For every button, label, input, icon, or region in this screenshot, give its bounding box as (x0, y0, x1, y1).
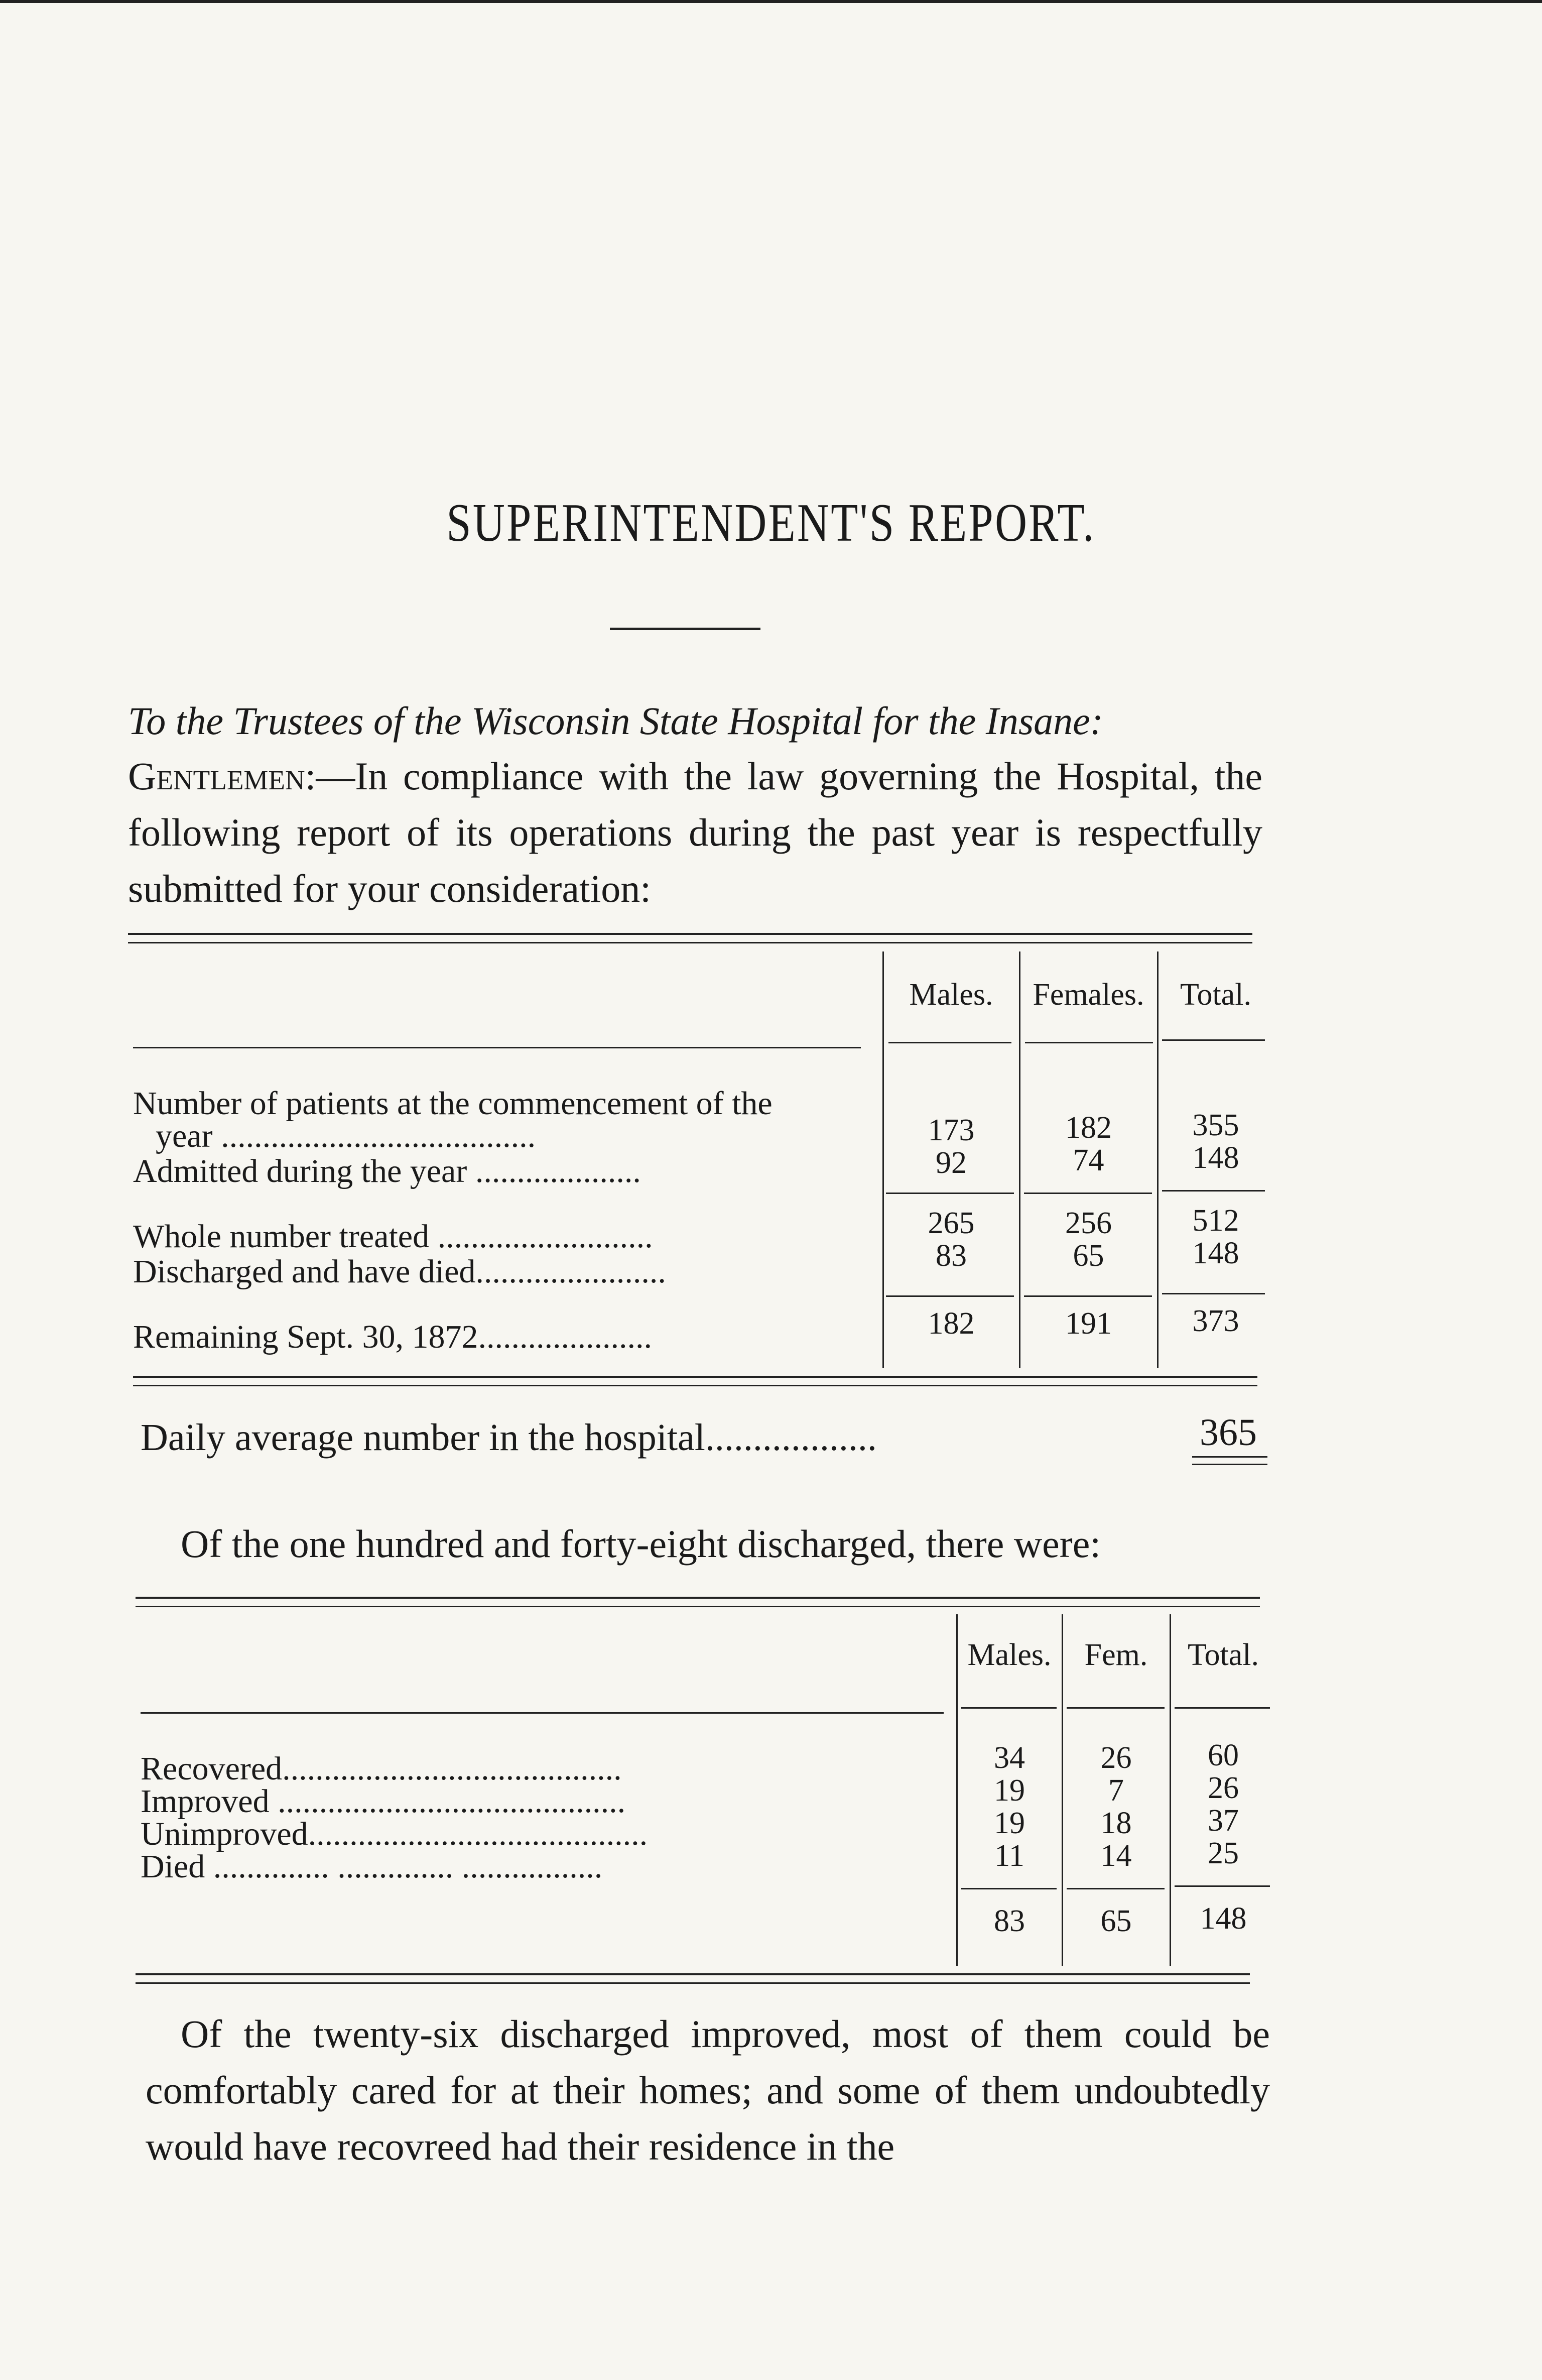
table1-total-rule (1162, 1293, 1265, 1294)
table-row-label: Died .............. .............. ................. (141, 1848, 603, 1885)
table-row-label: Improved .......................................... (141, 1783, 626, 1820)
table-cell: 173 (928, 1113, 975, 1147)
table2-top-rule (136, 1597, 1260, 1599)
table-row-label: Number of patients at the commencement of the (133, 1085, 773, 1122)
table-row-label: Whole number treated .......................... (133, 1218, 653, 1255)
table2-bottom-rule (136, 1973, 1250, 1975)
salutation: To the Trustees of the Wisconsin State Hospital for the Insane: (128, 699, 1103, 743)
table2-header-rule (1067, 1707, 1165, 1709)
table-cell: 14 (1100, 1839, 1132, 1873)
table-cell: 34 (994, 1741, 1025, 1775)
table-total-cell: 83 (994, 1904, 1025, 1938)
table-cell: 256 (1065, 1206, 1112, 1240)
table-total-cell: 65 (1100, 1904, 1132, 1938)
table-total-cell: 148 (1200, 1901, 1247, 1936)
table-cell: 182 (1065, 1111, 1112, 1145)
table-cell: 355 (1192, 1108, 1239, 1142)
table2-total-rule (1067, 1888, 1165, 1889)
table1-subtotal-rule (886, 1193, 1014, 1194)
table-row-label: Recovered......................................... (141, 1750, 622, 1787)
table2-header-males: Males. (967, 1638, 1052, 1672)
closing-paragraph: Of the twenty-six discharged improved, most of them could be comfortably cared for at their homes; and some of them undoubtedly would have recovreed had their residence in the (146, 2012, 1270, 2168)
table-cell: 26 (1208, 1771, 1239, 1805)
intro-text: :—In compliance with the law governing the Hospital, the following report of its operations during the past year is respectfully submitted for your consideration: (128, 754, 1262, 910)
table1-header-rule (1025, 1042, 1153, 1043)
table-cell: 148 (1192, 1236, 1239, 1270)
table2-header-fem: Fem. (1084, 1638, 1148, 1672)
table1-header-rule (888, 1042, 1011, 1043)
table-cell: 60 (1208, 1738, 1239, 1772)
table1-header-females: Females. (1033, 978, 1144, 1012)
table2-header-rule (141, 1712, 944, 1714)
table-row-label: Discharged and have died....................... (133, 1253, 666, 1290)
table-cell: 37 (1208, 1804, 1239, 1838)
table-cell: 26 (1100, 1741, 1132, 1775)
table-row-label: Unimproved......................................... (141, 1816, 648, 1852)
table2-header-total: Total. (1187, 1638, 1259, 1672)
table-cell: 182 (928, 1306, 975, 1341)
daily-average-rule (1192, 1456, 1267, 1458)
daily-average-rule (1192, 1464, 1267, 1465)
table-cell: 65 (1073, 1239, 1104, 1273)
daily-average-value: 365 (1200, 1411, 1257, 1454)
table-cell: 19 (994, 1773, 1025, 1808)
page-title: SUPERINTENDENT'S REPORT. (446, 493, 1096, 553)
table-row-label-cont: year ...................................... (156, 1118, 536, 1154)
table-cell: 265 (928, 1206, 975, 1240)
table-cell: 83 (936, 1239, 967, 1273)
table-cell: 74 (1073, 1143, 1104, 1177)
discharged-intro: Of the one hundred and forty-eight discharged, there were: (181, 1522, 1101, 1566)
table-cell: 7 (1108, 1773, 1124, 1808)
table-cell: 148 (1192, 1141, 1239, 1175)
table1-total-rule (1024, 1295, 1152, 1297)
table-cell: 25 (1208, 1836, 1239, 1870)
table1-top-rule-2 (128, 942, 1252, 943)
table-cell: 18 (1100, 1806, 1132, 1840)
table-cell: 92 (936, 1146, 967, 1180)
table1-header-rule (1162, 1039, 1265, 1041)
table1-header-total: Total. (1180, 978, 1251, 1012)
table1-bottom-rule-2 (133, 1385, 1257, 1386)
table-cell: 512 (1192, 1204, 1239, 1238)
table-cell: 373 (1192, 1304, 1239, 1338)
table1-header-males: Males. (909, 978, 993, 1012)
table2-total-rule (961, 1888, 1057, 1889)
table-cell: 191 (1065, 1306, 1112, 1341)
title-rule (610, 628, 760, 630)
intro-lead: Gentlemen (128, 754, 305, 798)
table2-header-rule (961, 1707, 1057, 1709)
table1-bottom-rule (133, 1376, 1257, 1378)
top-page-rule (0, 0, 1542, 3)
table1-total-rule (886, 1295, 1014, 1297)
table2-header-rule (1175, 1707, 1270, 1709)
table-cell: 11 (994, 1839, 1024, 1873)
table-cell: 19 (994, 1806, 1025, 1840)
table1-subtotal-rule (1024, 1193, 1152, 1194)
daily-average-label: Daily average number in the hospital.................. (141, 1416, 877, 1459)
table2-total-rule (1175, 1885, 1270, 1887)
table2-top-rule-2 (136, 1606, 1260, 1607)
table1-subtotal-rule (1162, 1190, 1265, 1192)
table-row-label: Remaining Sept. 30, 1872..................... (133, 1319, 652, 1355)
table-row-label: Admitted during the year .................... (133, 1153, 641, 1189)
table2-bottom-rule-2 (136, 1982, 1250, 1984)
table1-header-rule (133, 1047, 861, 1048)
table1-top-rule (128, 933, 1252, 935)
intro-paragraph (128, 748, 1262, 917)
